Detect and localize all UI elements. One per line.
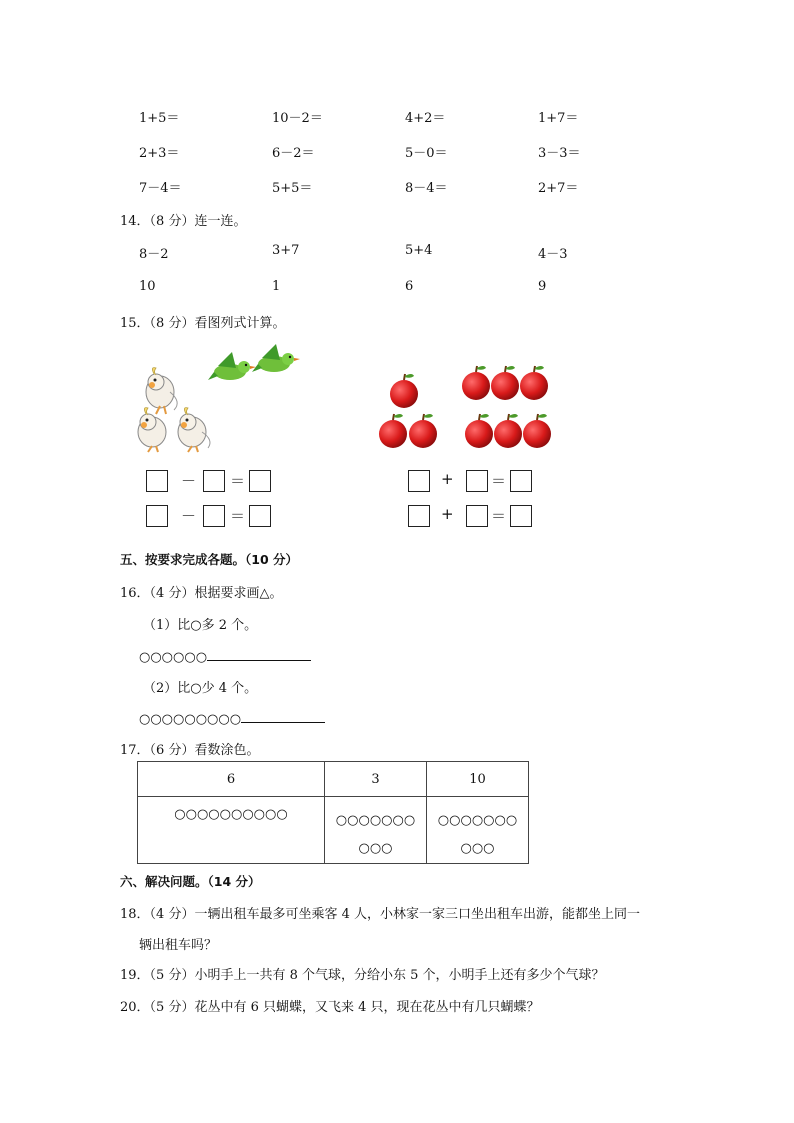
table-header: 10 (427, 762, 529, 797)
arith-1-2: 10－2＝ (272, 111, 323, 126)
apple-icon (409, 414, 437, 448)
q16-title: 16．（4 分）根据要求画△。 (120, 586, 283, 601)
apple-icon (520, 366, 548, 400)
answer-box[interactable] (466, 470, 488, 492)
apple-icon (379, 414, 407, 448)
q16-circles-1 (139, 646, 311, 665)
plus-sign: + (441, 470, 454, 488)
answer-box[interactable] (466, 505, 488, 527)
circle-row: ○○○ (460, 841, 495, 856)
apple-icon (523, 414, 551, 448)
q14-bottom-1: 10 (139, 279, 156, 294)
equals-sign: ＝ (491, 507, 507, 525)
q14-top-2: 3+7 (272, 243, 300, 258)
q16-part1: （1）比○多 2 个。 (143, 618, 258, 633)
table-header: 6 (138, 762, 325, 797)
arith-3-3: 8－4＝ (405, 181, 448, 196)
q16-circles-2 (139, 708, 325, 727)
arith-2-2: 6－2＝ (272, 146, 315, 161)
circle-row: ○○○ (358, 841, 393, 856)
birds-illustration (130, 342, 310, 462)
circle-row: ○○○○○○○ (335, 813, 416, 828)
arith-2-3: 5－0＝ (405, 146, 448, 161)
table-header: 3 (325, 762, 427, 797)
q14-bottom-2: 1 (272, 279, 281, 294)
apple-icon (462, 366, 490, 400)
arith-3-1: 7－4＝ (139, 181, 182, 196)
apples-illustration (370, 362, 560, 452)
answer-box[interactable] (203, 505, 225, 527)
q14-bottom-4: 9 (538, 279, 547, 294)
color-table (137, 761, 529, 864)
answer-box[interactable] (146, 505, 168, 527)
q16-part2: （2）比○少 4 个。 (143, 681, 258, 696)
apple-icon (494, 414, 522, 448)
green-bird-icon (252, 344, 300, 372)
q14-title: 14．（8 分）连一连。 (120, 214, 247, 229)
arith-3-2: 5+5＝ (272, 181, 313, 196)
circle-row: ○○○○○○○○○○ (174, 807, 288, 822)
answer-box[interactable] (408, 505, 430, 527)
answer-box[interactable] (146, 470, 168, 492)
section-5-title: 五、按要求完成各题。（10 分） (120, 552, 298, 567)
plus-sign: + (441, 505, 454, 523)
q14-top-3: 5+4 (405, 243, 433, 258)
q18-line1: 18．（4 分）一辆出租车最多可坐乘客 4 人，小林家一家三口坐出租车出游，能都坐上同一 (120, 907, 640, 922)
answer-line[interactable] (241, 708, 325, 723)
q20-text: 20．（5 分）花丛中有 6 只蝴蝶，又飞来 4 只，现在花丛中有几只蝴蝶？ (120, 1000, 540, 1015)
cockatiel-icon (138, 408, 166, 452)
arith-1-3: 4+2＝ (405, 111, 446, 126)
arith-2-4: 3－3＝ (538, 146, 581, 161)
circle-row: ○○○○○○○ (437, 813, 518, 828)
apple-icon (390, 374, 418, 408)
circle-cell[interactable] (325, 797, 427, 864)
equals-sign: ＝ (230, 472, 246, 490)
answer-box[interactable] (510, 505, 532, 527)
equals-sign: ＝ (230, 507, 246, 525)
answer-box[interactable] (249, 505, 271, 527)
circle-cell[interactable] (427, 797, 529, 864)
arith-2-1: 2+3＝ (139, 146, 180, 161)
section-6-title: 六、解决问题。（14 分） (120, 874, 261, 889)
q14-top-4: 4－3 (538, 247, 568, 262)
q14-top-1: 8－2 (139, 247, 169, 262)
q19-text: 19．（5 分）小明手上一共有 8 个气球，分给小东 5 个，小明手上还有多少个气球？ (120, 968, 605, 983)
q14-bottom-3: 6 (405, 279, 414, 294)
arith-1-1: 1+5＝ (139, 111, 180, 126)
answer-box[interactable] (408, 470, 430, 492)
arith-1-4: 1+7＝ (538, 111, 579, 126)
apple-icon (465, 414, 493, 448)
apple-icon (491, 366, 519, 400)
q15-title: 15．（8 分）看图列式计算。 (120, 316, 286, 331)
circle-row: ○○○○○○ (139, 650, 208, 665)
cockatiel-icon (146, 368, 177, 414)
answer-line[interactable] (207, 646, 311, 661)
circle-row: ○○○○○○○○○ (139, 712, 242, 727)
green-bird-icon (208, 352, 256, 380)
circle-cell[interactable] (138, 797, 325, 864)
answer-box[interactable] (203, 470, 225, 492)
answer-box[interactable] (249, 470, 271, 492)
q18-line2: 辆出租车吗？ (139, 938, 218, 953)
equals-sign: ＝ (491, 472, 507, 490)
arith-3-4: 2+7＝ (538, 181, 579, 196)
minus-sign: － (181, 507, 197, 525)
answer-box[interactable] (510, 470, 532, 492)
cockatiel-icon (178, 408, 210, 452)
q17-title: 17．（6 分）看数涂色。 (120, 743, 260, 758)
minus-sign: － (181, 472, 197, 490)
